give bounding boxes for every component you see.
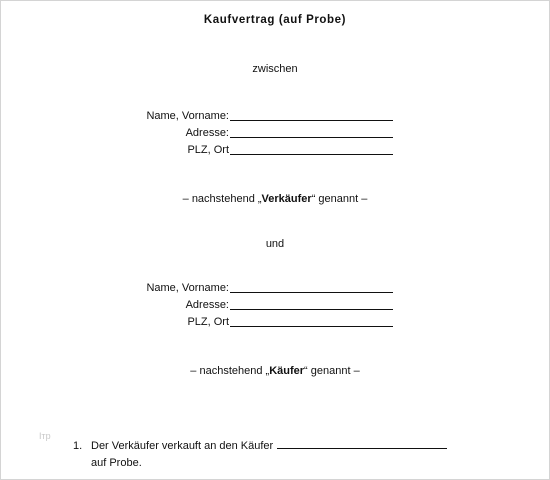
clause-1-text-start: Der Verkäufer verkauft an den Käufer: [91, 440, 274, 452]
buyer-name-label: Name, Vorname:: [146, 282, 229, 294]
seller-role-line: [1, 193, 549, 205]
buyer-city-line: [230, 317, 393, 327]
and-text: und: [265, 238, 285, 250]
buyer-name-line: [230, 283, 393, 293]
seller-city-line: [230, 145, 393, 155]
buyer-address-label: Adresse:: [185, 299, 229, 311]
document-title: Kaufvertrag (auf Probe): [203, 14, 347, 26]
between-text: zwischen: [252, 63, 298, 75]
seller-role-prefix: – nachstehend „: [182, 193, 262, 205]
seller-address-label: Adresse:: [185, 127, 229, 139]
seller-address-line: [230, 128, 393, 138]
buyer-role-name: Käufer: [269, 365, 305, 377]
buyer-role-suffix: “ genannt –: [304, 365, 360, 377]
seller-name-label: Name, Vorname:: [146, 110, 229, 122]
buyer-city-label: PLZ, Ort: [187, 316, 229, 328]
clause-1-number: 1.: [73, 440, 83, 452]
buyer-role-prefix: – nachstehend „: [190, 365, 270, 377]
seller-role-suffix: “ genannt –: [311, 193, 368, 205]
buyer-address-line: [230, 300, 393, 310]
buyer-role-line: [1, 365, 549, 377]
seller-name-line: [230, 111, 393, 121]
seller-role-name: Verkäufer: [261, 193, 312, 205]
watermark-text: Ітр: [39, 431, 51, 441]
clause-1-blank-line: [277, 439, 447, 449]
clause-1: [73, 438, 493, 472]
clause-1-first-line: [73, 438, 493, 455]
clause-1-text-end: auf Probe.: [91, 457, 142, 469]
seller-city-label: PLZ, Ort: [187, 144, 229, 156]
